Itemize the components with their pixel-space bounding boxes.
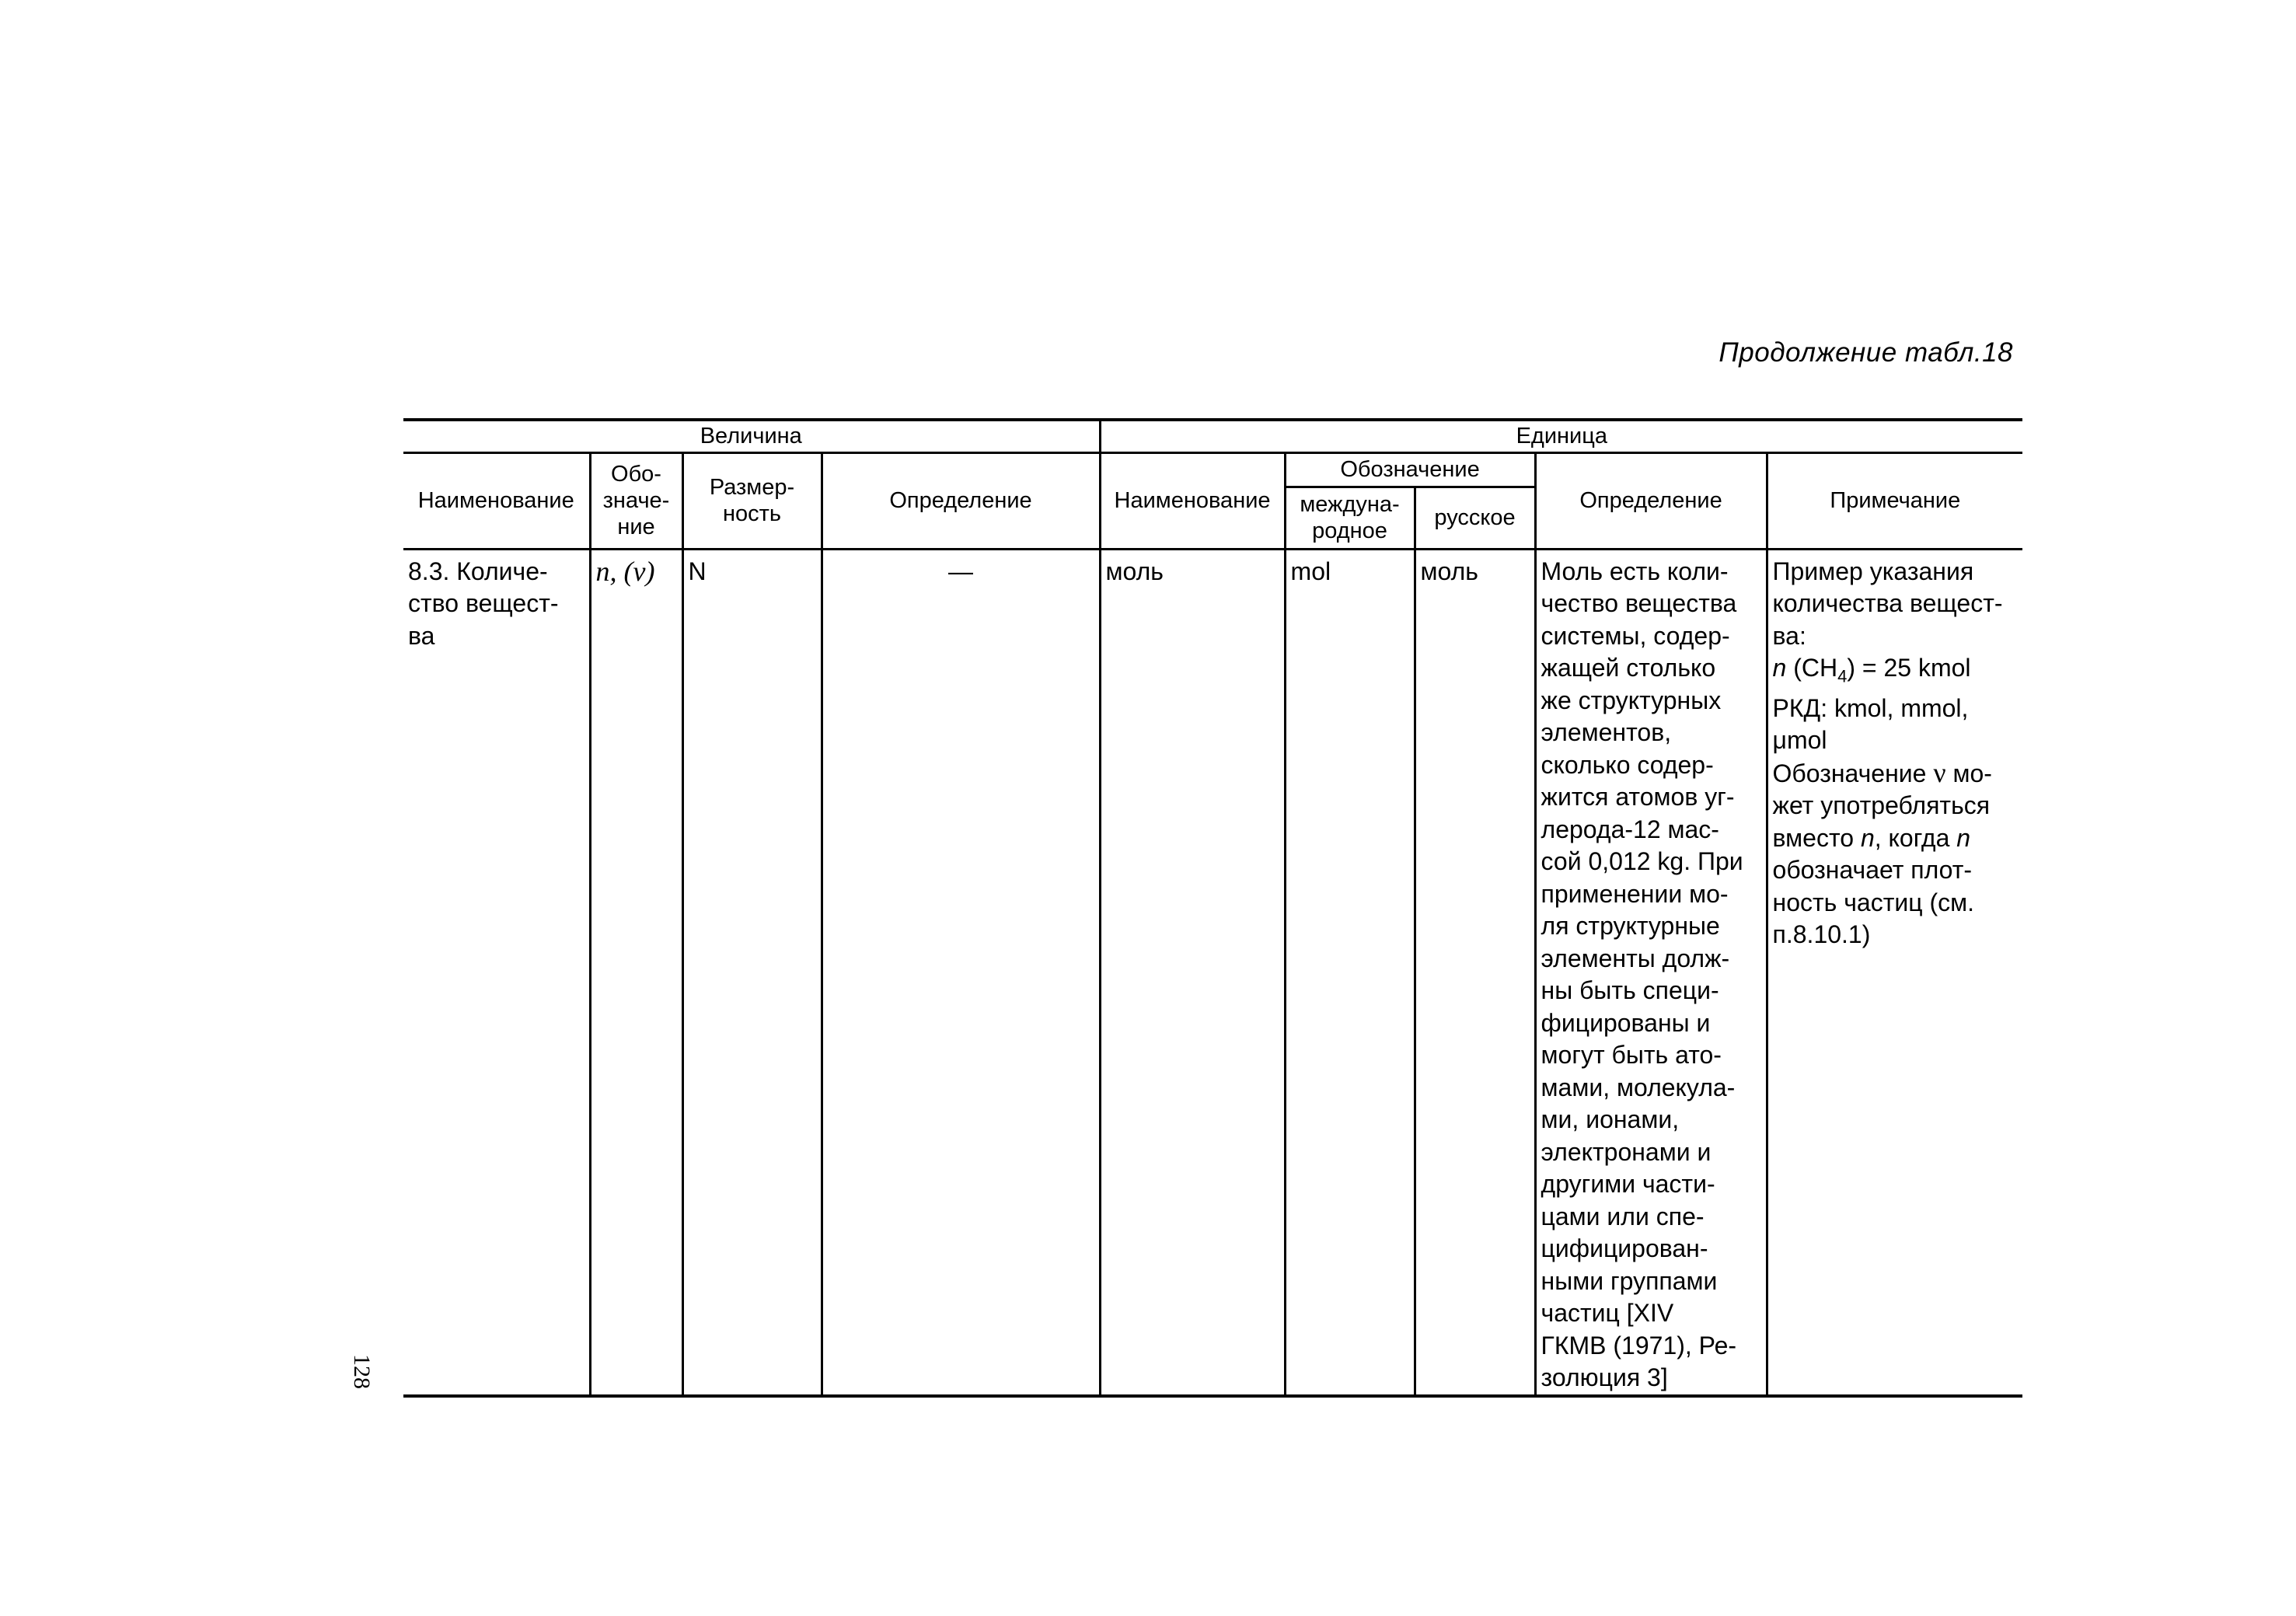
note-formula-subscript: 4 [1837, 666, 1848, 686]
unit-note-text [1768, 550, 2023, 951]
header-unit-symbol-russian: русское [1415, 487, 1535, 549]
header-unit-note: Примечание [1767, 452, 2022, 549]
unit-symbol-russian-text: моль [1420, 557, 1478, 585]
cell-unit-symbol-russian [1415, 549, 1535, 1396]
note-rkd: РКД: kmol, mmol, μmol [1772, 693, 1969, 755]
cell-quantity-symbol [590, 549, 682, 1396]
header-unit-name: Наименование [1100, 452, 1285, 549]
header-quantity-definition: Определение [822, 452, 1100, 549]
header-group-unit: Единица [1100, 420, 2022, 452]
quantity-definition-text: — [948, 557, 974, 585]
unit-definition-text: Моль есть коли- чество вещества системы, содер- жащей столько же структурных элементов, сколько содер- жится атомов уг- лерода-12 мас- сой 0,012 kg. При применении мо- ля структурные элементы долж- ны быть специ- фицированы и могут быть ато- мами, молекула- ми, ионами, электронами и другими части- цами или спе- цифицирован- ными группами частиц [XIV ГКМВ (1971), Ре- золюция 3] [1541, 557, 1743, 1391]
header-quantity-dimension: Размер- ность [682, 452, 822, 549]
note-symbol-b: мо- жет употребляться вместо [1772, 759, 1992, 852]
note-symbol-d: обозначает плот- ность частиц (см. п.8.10.1) [1772, 856, 1974, 949]
header-unit-symbol-group: Обозначение [1285, 452, 1535, 487]
header-quantity-name: Наименование [403, 452, 590, 549]
cell-unit-definition [1535, 549, 1767, 1396]
cell-unit-note [1767, 549, 2022, 1396]
cell-unit-symbol-international [1285, 549, 1415, 1396]
cell-quantity-dimension [682, 549, 822, 1396]
header-quantity-symbol: Обо- значе- ние [590, 452, 682, 549]
cell-quantity-name [403, 549, 590, 1396]
header-unit-symbol-international: междуна- родное [1285, 487, 1415, 549]
note-formula-pre: (CH [1786, 654, 1838, 682]
cell-quantity-definition [822, 549, 1100, 1396]
units-table [403, 418, 2022, 1398]
note-n-symbol: n [1860, 823, 1875, 852]
note-intro: Пример указания количества вещест- ва: [1772, 557, 2003, 650]
note-formula-symbol: n [1772, 654, 1787, 682]
page-number: 128 [349, 1354, 375, 1389]
table-caption: Продолжение табл.18 [1719, 337, 2013, 368]
cell-unit-name [1100, 549, 1285, 1396]
note-symbol-c: , когда [1874, 823, 1957, 852]
note-n-symbol-2: n [1956, 823, 1971, 852]
quantity-symbol-text: n, (ν) [595, 555, 655, 587]
unit-symbol-international-text: mol [1290, 557, 1331, 585]
quantity-name-text: 8.3. Количе- ство вещест- ва [408, 557, 559, 650]
note-formula-post: ) = 25 kmol [1847, 654, 1971, 682]
note-symbol-a: Обозначение [1772, 759, 1934, 787]
quantity-dimension-text: N [688, 557, 707, 585]
note-nu-symbol: ν [1933, 756, 1946, 788]
unit-name-text: моль [1105, 557, 1164, 585]
header-group-quantity: Величина [403, 420, 1100, 452]
header-unit-definition: Определение [1535, 452, 1767, 549]
